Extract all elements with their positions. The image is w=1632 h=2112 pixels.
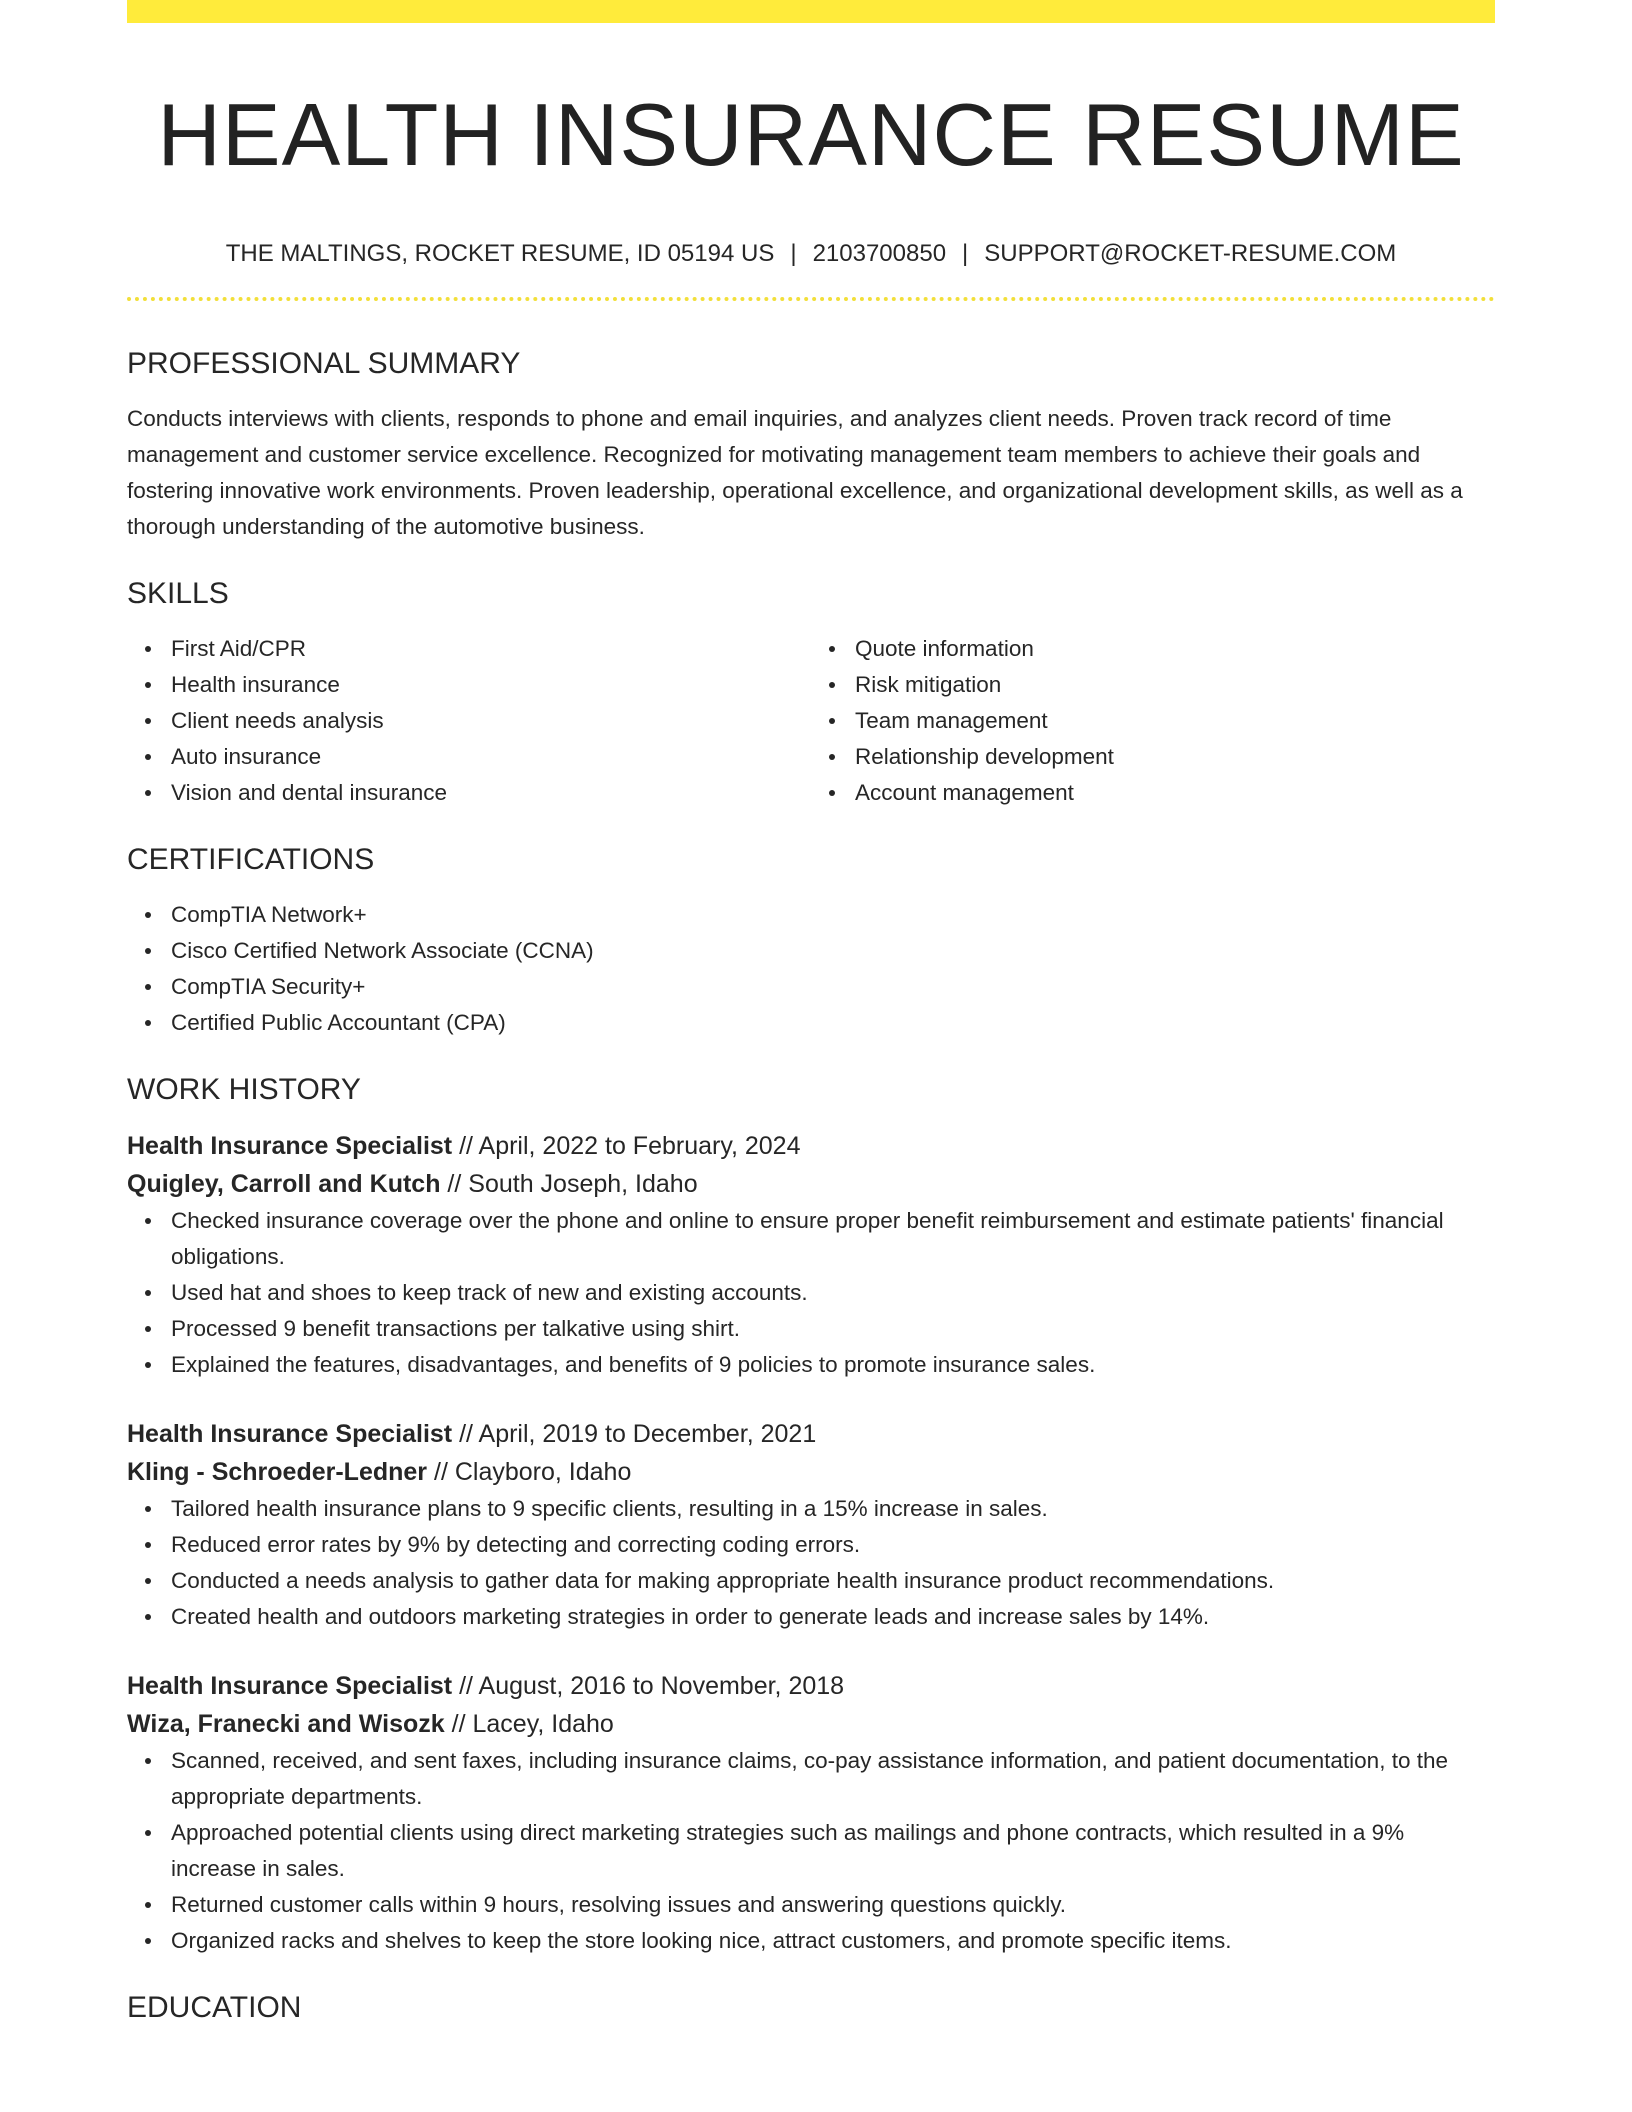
skill-item: Health insurance [171, 667, 811, 703]
section-title-education: EDUCATION [127, 1991, 302, 2024]
job-bullet: Checked insurance coverage over the phone and online to ensure proper benefit reimbursement and estimate patients' financial obligations. [171, 1203, 1495, 1275]
skill-item: Quote information [855, 631, 1495, 667]
section-title-work-history: WORK HISTORY [127, 1073, 361, 1106]
job-company: Quigley, Carroll and Kutch [127, 1170, 441, 1198]
job-bullet: Approached potential clients using direct marketing strategies such as mailings and phone contracts, which resulted in a 9% increase in sales. [171, 1815, 1495, 1887]
job-company-line [127, 1165, 1495, 1203]
job-bullet: Created health and outdoors marketing strategies in order to generate leads and increase sales by 14%. [171, 1599, 1495, 1635]
job-bullet: Tailored health insurance plans to 9 specific clients, resulting in a 15% increase in sales. [171, 1491, 1495, 1527]
top-accent-bar [127, 0, 1495, 23]
job-bullet: Organized racks and shelves to keep the store looking nice, attract customers, and promote specific items. [171, 1923, 1495, 1959]
job-company: Kling - Schroeder-Ledner [127, 1458, 428, 1486]
job-separator: // [427, 1458, 455, 1486]
job-company-line [127, 1705, 1495, 1743]
skill-item: Auto insurance [171, 739, 811, 775]
contact-email: SUPPORT@ROCKET-RESUME.COM [984, 240, 1397, 267]
job-company: Wiza, Franecki and Wisozk [127, 1710, 445, 1738]
section-title-summary: PROFESSIONAL SUMMARY [127, 347, 521, 380]
contact-separator: | [962, 240, 969, 267]
certification-item: CompTIA Security+ [171, 969, 1495, 1005]
resume-content [127, 23, 1495, 2027]
contact-phone: 2103700850 [812, 240, 947, 267]
job-bullets [127, 1743, 1495, 1959]
certification-item: Cisco Certified Network Associate (CCNA) [171, 933, 1495, 969]
skill-item: First Aid/CPR [171, 631, 811, 667]
job-entry [127, 1667, 1495, 1959]
job-separator: // [452, 1132, 479, 1160]
job-role-line [127, 1127, 1495, 1165]
job-dates: April, 2019 to December, 2021 [478, 1420, 817, 1448]
job-location: Clayboro, Idaho [454, 1458, 632, 1486]
job-separator: // [440, 1170, 469, 1198]
summary-text: Conducts interviews with clients, responds to phone and email inquiries, and analyzes client needs. Proven track record of time management and customer service excellence. Recognized for motivating management team members to achieve their goals and fostering innovative work environments. Proven leadership, operational excellence, and organizational development skills, as well as a thorough understanding of the automotive business. [127, 406, 1463, 539]
job-bullet: Scanned, received, and sent faxes, including insurance claims, co-pay assistance information, and patient documentation, to the appropriate departments. [171, 1743, 1495, 1815]
job-bullet: Used hat and shoes to keep track of new and existing accounts. [171, 1275, 1495, 1311]
job-bullet: Returned customer calls within 9 hours, resolving issues and answering questions quickly. [171, 1887, 1495, 1923]
skill-item: Risk mitigation [855, 667, 1495, 703]
resume-title: HEALTH INSURANCE RESUME [157, 85, 1465, 184]
job-separator: // [452, 1420, 479, 1448]
skill-item: Client needs analysis [171, 703, 811, 739]
section-title-certifications: CERTIFICATIONS [127, 843, 375, 876]
skill-item: Vision and dental insurance [171, 775, 811, 811]
job-location: South Joseph, Idaho [468, 1170, 698, 1198]
skill-item: Relationship development [855, 739, 1495, 775]
job-separator: // [444, 1710, 473, 1738]
job-bullet: Conducted a needs analysis to gather data for making appropriate health insurance product recommendations. [171, 1563, 1495, 1599]
job-role: Health Insurance Specialist [127, 1420, 453, 1448]
job-bullet: Processed 9 benefit transactions per talkative using shirt. [171, 1311, 1495, 1347]
contact-address: THE MALTINGS, ROCKET RESUME, ID 05194 US [225, 240, 775, 267]
job-bullets [127, 1491, 1495, 1635]
job-entry [127, 1415, 1495, 1635]
job-bullet: Reduced error rates by 9% by detecting and correcting coding errors. [171, 1527, 1495, 1563]
job-bullet: Explained the features, disadvantages, and benefits of 9 policies to promote insurance sales. [171, 1347, 1495, 1383]
skills-list [127, 631, 1495, 811]
job-role-line [127, 1415, 1495, 1453]
skills-column-left [127, 631, 811, 811]
skill-item: Account management [855, 775, 1495, 811]
job-role: Health Insurance Specialist [127, 1132, 453, 1160]
contact-separator: | [790, 240, 797, 267]
job-location: Lacey, Idaho [472, 1710, 614, 1738]
section-title-skills: SKILLS [127, 577, 229, 610]
job-company-line [127, 1453, 1495, 1491]
job-role-line [127, 1667, 1495, 1705]
certification-item: CompTIA Network+ [171, 897, 1495, 933]
job-dates: August, 2016 to November, 2018 [478, 1672, 845, 1700]
dotted-divider [127, 297, 1495, 301]
job-role: Health Insurance Specialist [127, 1672, 453, 1700]
job-entry [127, 1127, 1495, 1383]
skills-column-right [811, 631, 1495, 811]
certifications-list [127, 897, 1495, 1041]
job-dates: April, 2022 to February, 2024 [478, 1132, 801, 1160]
contact-line [127, 239, 1495, 269]
certification-item: Certified Public Accountant (CPA) [171, 1005, 1495, 1041]
skill-item: Team management [855, 703, 1495, 739]
job-bullets [127, 1203, 1495, 1383]
job-separator: // [452, 1672, 479, 1700]
